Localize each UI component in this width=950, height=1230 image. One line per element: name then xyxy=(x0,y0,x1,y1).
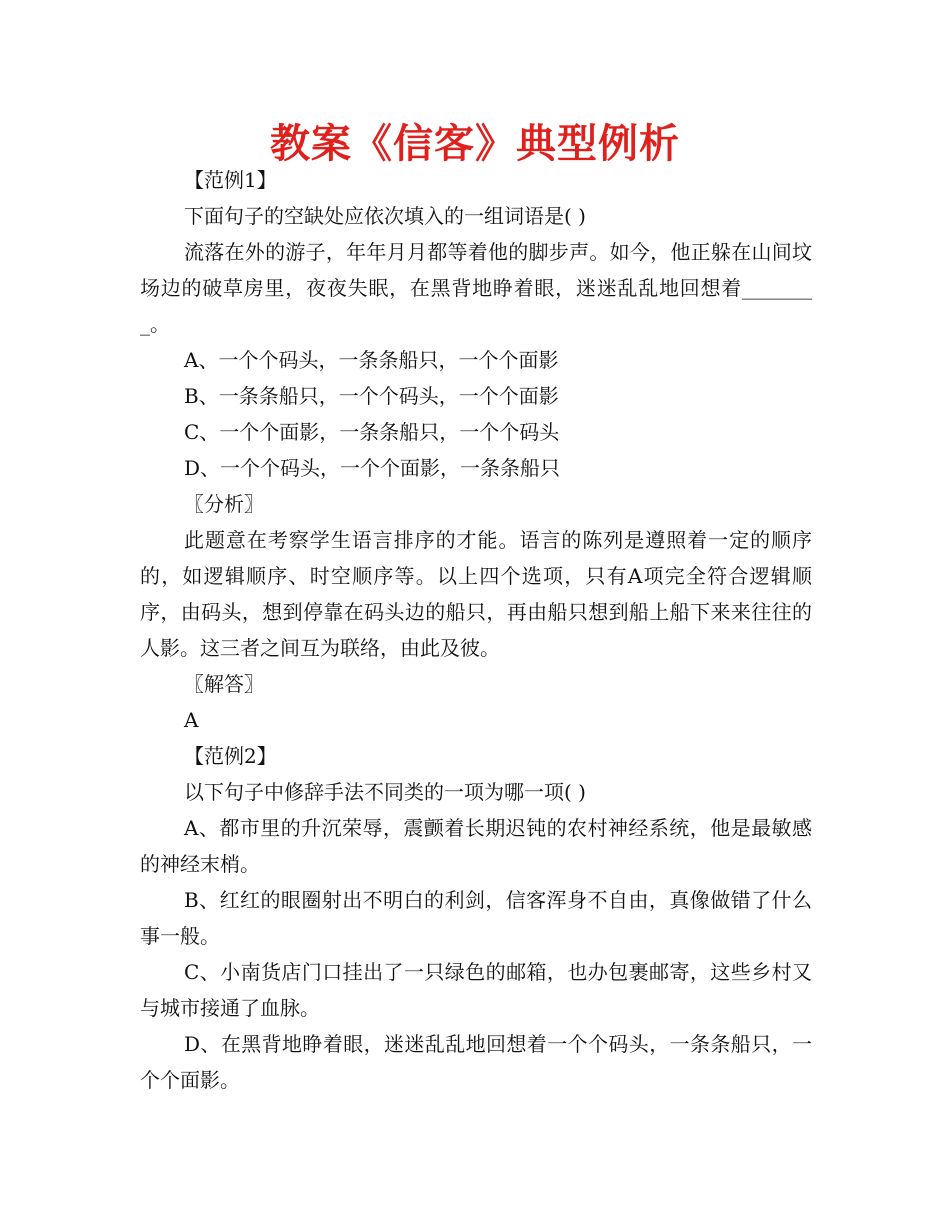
example1-heading: 【范例1】 xyxy=(184,168,277,192)
document-title: 教案《信客》典型例析 xyxy=(270,121,680,167)
example1-analysis-heading: 〖分析〗 xyxy=(184,492,264,516)
example1-option-d: D、一个个码头，一个个面影，一条条船只 xyxy=(184,456,561,480)
example2-heading: 【范例2】 xyxy=(184,744,277,768)
example1-analysis: 此题意在考察学生语言排序的才能。语言的陈列是遵照着一定的顺序的，如逻辑顺序、时空顺序等。以上四个选项，只有A项完全符合逻辑顺序，由码头，想到停靠在码头边的船只，再由船只想到船上船下来来往往的人影。这三者之间互为联络，由此及彼。 xyxy=(140,528,812,660)
example1-option-c: C、一个个面影，一条条船只，一个个码头 xyxy=(184,420,560,444)
example2-option-c: C、小南货店门口挂出了一只绿色的邮箱，也办包裹邮寄，这些乡村又与城市接通了血脉。 xyxy=(140,960,812,1020)
example1-answer: A xyxy=(184,708,199,732)
example2-option-a: A、都市里的升沉荣辱，震颤着长期迟钝的农村神经系统，他是最敏感的神经末梢。 xyxy=(140,816,812,876)
example2-question: 以下句子中修辞手法不同类的一项为哪一项( ) xyxy=(184,780,586,804)
example1-option-b: B、一条条船只，一个个码头，一个个面影 xyxy=(184,384,559,408)
example1-passage: 流落在外的游子，年年月月都等着他的脚步声。如今，他正躲在山间坟场边的破草房里，夜夜失眠，在黑背地睁着眼，迷迷乱乱地回想着________。 xyxy=(140,240,812,336)
example1-question: 下面句子的空缺处应依次填入的一组词语是( ) xyxy=(184,204,586,228)
example1-option-a: A、一个个码头，一条条船只，一个个面影 xyxy=(184,348,559,372)
example1-answer-heading: 〖解答〗 xyxy=(184,672,264,696)
document-body xyxy=(140,162,812,1098)
example2-option-b: B、红红的眼圈射出不明白的利剑，信客浑身不自由，真像做错了什么事一般。 xyxy=(140,888,812,948)
example2-option-d: D、在黑背地睁着眼，迷迷乱乱地回想着一个个码头，一条条船只，一个个面影。 xyxy=(140,1032,812,1092)
